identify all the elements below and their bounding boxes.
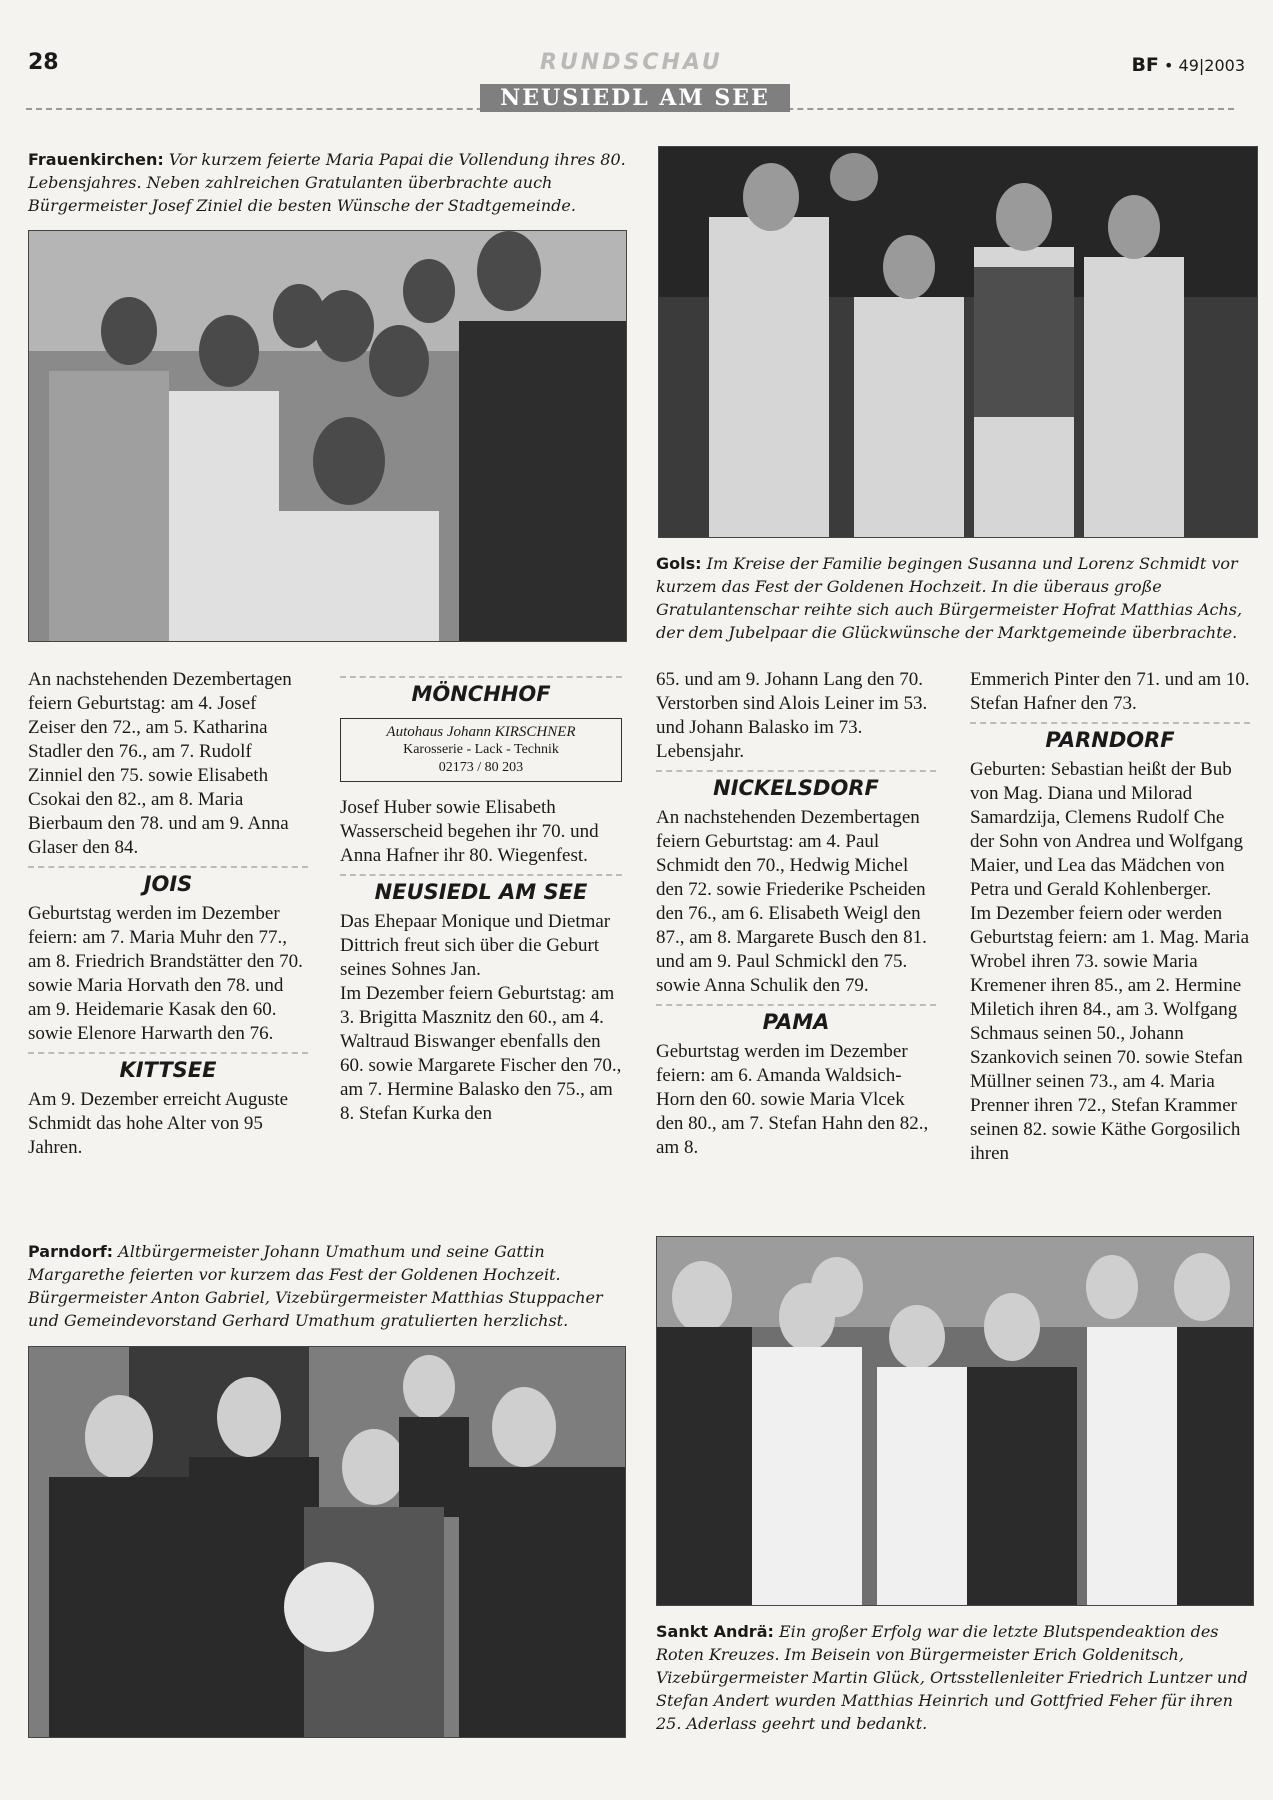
caption-text: Ein großer Erfolg war die letzte Blutspendeaktion des Roten Kreuzes. Im Beisein von Bürgermeister Erich Goldenitsch, Vizebürgermeister Martin Glück, Ortsstellenleiter Friedrich Luntzer und Stefan Andert wurden Matthias Heinrich und Gottfried Feher für ihren 25. Aderlass geehrt und bedankt.: [656, 1622, 1248, 1733]
issue-separator: •: [1164, 56, 1174, 75]
caption-sankt-andrae: [656, 1620, 1256, 1735]
column-1: [28, 668, 308, 1160]
section-head-kittsee: KITTSEE: [28, 1052, 308, 1082]
article-text: Geburtstag werden im Dezember feiern: am 7. Maria Muhr den 77., am 8. Friedrich Brandstätter den 70. sowie Maria Horvath den 78. und am 9. Heidemarie Kasak den 60. sowie Elenore Harwarth den 76.: [28, 903, 303, 1044]
section-head-jois: JOIS: [28, 866, 308, 896]
photo-parndorf: [28, 1346, 626, 1738]
article-text: 65. und am 9. Johann Lang den 70.: [656, 669, 924, 690]
caption-place: Gols:: [656, 554, 702, 573]
article-text: Geburten: Sebastian heißt der Bub von Mag. Diana und Milorad Samardzija, Clemens Rudolf Che der Sohn von Andrea und Wolfgang Maier, und Lea das Mädchen von Petra und Gerald Kohlenberger.: [970, 759, 1244, 900]
caption-text: Vor kurzem feierte Maria Papai die Vollendung ihres 80. Lebensjahres. Neben zahlreichen Gratulanten überbrachte auch Bürgermeister Josef Ziniel die besten Wünsche der Stadtgemeinde.: [28, 150, 626, 215]
publication-name: RUNDSCHAU: [540, 50, 723, 75]
caption-gols: [656, 552, 1260, 644]
article-text: Am 9. Dezember erreicht Auguste Schmidt das hohe Alter von 95 Jahren.: [28, 1089, 289, 1158]
caption-text: Im Kreise der Familie begingen Susanna und Lorenz Schmidt vor kurzem das Fest der Goldenen Hochzeit. In die überaus große Gratulantenschar reihte sich auch Bürgermeister Hofrat Matthias Achs, der dem Jubelpaar die Glückwünsche der Marktgemeinde überbrachte.: [656, 554, 1243, 642]
column-3: [656, 668, 936, 1160]
section-title: NEUSIEDL AM SEE: [480, 84, 790, 112]
issue-number: 49|2003: [1178, 56, 1245, 75]
article-text: Im Dezember feiern oder werden Geburtstag feiern: am 1. Mag. Maria Wrobel ihren 73. sowie Maria Kremener ihren 85., am 2. Hermine Miletich ihren 84., am 3. Wolfgang Schmaus seinen 50., Johann Szankovich seinen 70. sowie Stefan Müllner seinen 73., am 4. Maria Prenner ihren 72., Stefan Krammer seinen 82. sowie Käthe Gorgosilich ihren: [970, 903, 1250, 1164]
column-2: [340, 676, 622, 1126]
photo-gols: [658, 146, 1258, 538]
advertisement-box: [340, 718, 622, 782]
photo-frauenkirchen: [28, 230, 627, 642]
photo-sankt-andrae: [656, 1236, 1254, 1606]
ad-services: Karosserie - Lack - Technik: [403, 742, 559, 757]
page-number: 28: [28, 50, 59, 75]
caption-parndorf: [28, 1240, 628, 1332]
article-text: Josef Huber sowie Elisabeth Wasserscheid begehen ihr 70. und Anna Hafner ihr 80. Wiegenfest.: [340, 797, 599, 866]
caption-text: Altbürgermeister Johann Umathum und seine Gattin Margarethe feierten vor kurzem das Fest der Goldenen Hochzeit. Bürgermeister Anton Gabriel, Vizebürgermeister Matthias Stuppacher und Gemeindevorstand Gerhard Umathum gratulierten herzlichst.: [28, 1242, 603, 1330]
issue-label: BF: [1131, 54, 1159, 76]
ad-phone: 02173 / 80 203: [438, 760, 524, 775]
issue-info: [1131, 54, 1245, 76]
section-head-parndorf: PARNDORF: [970, 722, 1250, 752]
section-head-pama: PAMA: [656, 1004, 936, 1034]
caption-frauenkirchen: [28, 148, 628, 217]
section-head-moenchhof: MÖNCHHOF: [340, 676, 622, 706]
article-text: Geburtstag werden im Dezember feiern: am 6. Amanda Waldsich-Horn den 60. sowie Maria Vlcek den 80., am 7. Stefan Hahn den 82., am 8.: [656, 1041, 929, 1158]
article-text: Emmerich Pinter den 71. und am 10. Stefan Hafner den 73.: [970, 669, 1250, 714]
article-text: Im Dezember feiern Geburtstag: am 3. Brigitta Masznitz den 60., am 4. Waltraud Biswanger ebenfalls den 60. sowie Margarete Fischer den 70., am 7. Hermine Balasko den 75., am 8. Stefan Kurka den: [340, 983, 622, 1124]
column-4: [970, 668, 1250, 1166]
caption-place: Parndorf:: [28, 1242, 114, 1261]
caption-place: Sankt Andrä:: [656, 1622, 774, 1641]
article-text: Das Ehepaar Monique und Dietmar Dittrich freut sich über die Geburt seines Sohnes Jan.: [340, 911, 611, 980]
article-text: Verstorben sind Alois Leiner im 53. und Johann Balasko im 73. Lebensjahr.: [656, 693, 928, 762]
section-head-nickelsdorf: NICKELSDORF: [656, 770, 936, 800]
article-text: An nachstehenden Dezembertagen feiern Geburtstag: am 4. Josef Zeiser den 72., am 5. Katharina Stadler den 76., am 7. Rudolf Zinniel den 75. sowie Elisabeth Csokai den 82., am 8. Maria Bierbaum den 78. und am 9. Anna Glaser den 84.: [28, 669, 292, 858]
ad-company: Autohaus Johann KIRSCHNER: [386, 724, 576, 740]
article-text: An nachstehenden Dezembertagen feiern Geburtstag: am 4. Paul Schmidt den 70., Hedwig Michel den 72. sowie Friederike Pscheiden den 76., am 6. Elisabeth Weigl den 87., am 8. Margarete Busch den 81. und am 9. Paul Schmickl den 75. sowie Anna Schulik den 79.: [656, 807, 927, 996]
caption-place: Frauenkirchen:: [28, 150, 164, 169]
section-head-neusiedl: NEUSIEDL AM SEE: [340, 874, 622, 904]
